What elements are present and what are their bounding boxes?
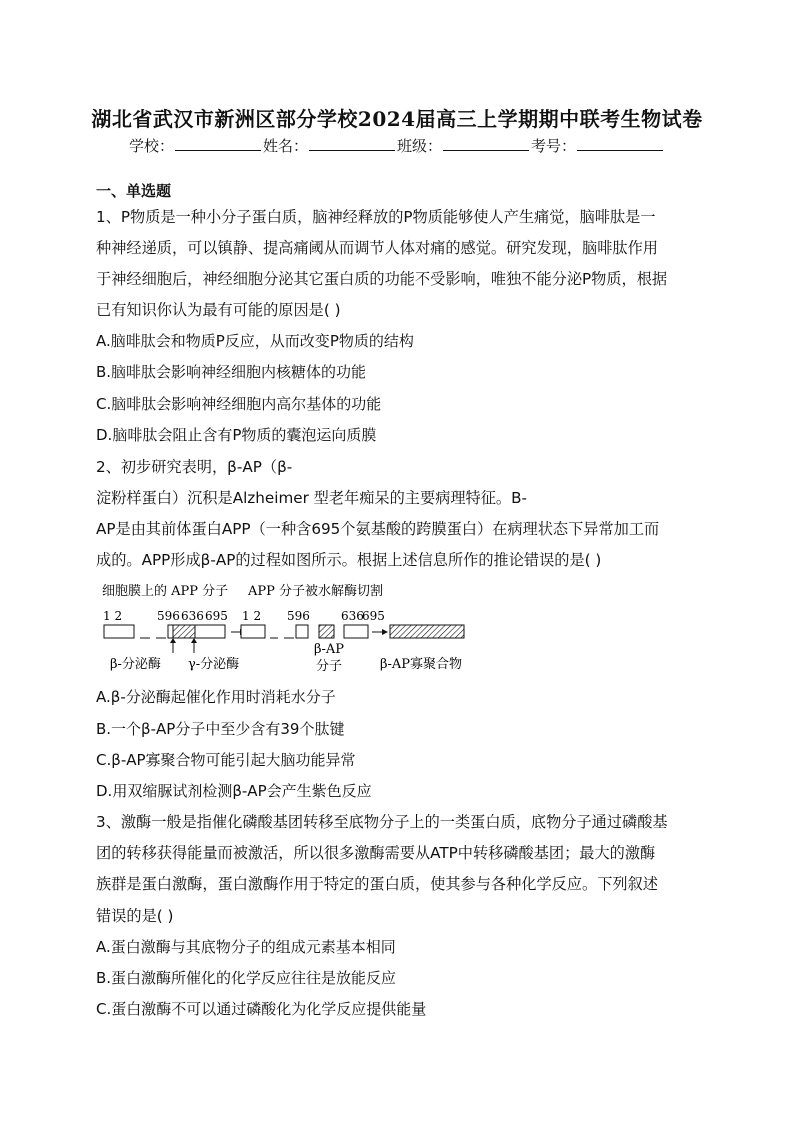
arrowhead-icon (382, 629, 388, 635)
app-segment-beta-ap (173, 625, 195, 638)
app-segment-c (195, 625, 225, 638)
q1-option-c: C.脑啡肽会影响神经细胞内高尔基体的功能 (96, 395, 382, 413)
q2-option-c: C.β-AP寡聚合物可能引起大脑功能异常 (96, 751, 356, 769)
q3-line: 族群是蛋白激酶，蛋白激酶作用于特定的蛋白质，使其参与各种化学反应。下列叙述 (96, 875, 658, 893)
q3-option-c: C.蛋白激酶不可以通过磷酸化为化学反应提供能量 (96, 1000, 427, 1018)
q3-line: 错误的是( ) (96, 907, 174, 925)
num-1-2-b: 1 2 (242, 609, 262, 623)
arrowhead-icon (170, 638, 176, 643)
num-695-b: 695 (362, 609, 385, 623)
exam-no-blank[interactable] (577, 136, 663, 151)
q1-line: 已有知识你认为最有可能的原因是( ) (96, 301, 341, 319)
app-cleavage-diagram (96, 578, 476, 678)
label-app-cleaved: APP 分子被水解酶切割 (248, 584, 384, 599)
label-beta-ap: β-AP (314, 642, 345, 657)
q2-line: AP是由其前体蛋白APP（一种含695个氨基酸的跨膜蛋白）在病理状态下异常加工而 (96, 520, 660, 538)
num-636-a: 636 (181, 609, 204, 623)
q1-line: 种神经递质，可以镇静、提高痛阈从而调节人体对痛的感觉。研究发现，脑啡肽作用 (96, 239, 658, 257)
student-info-row (0, 135, 794, 156)
section-heading: 一、单选题 (96, 182, 172, 200)
num-596-b: 596 (287, 609, 310, 623)
app-segment-n (104, 625, 134, 638)
beta-ap-aggregate (390, 625, 464, 638)
q3-option-a: A.蛋白激酶与其底物分子的组成元素基本相同 (96, 938, 396, 956)
q1-line: 于神经细胞后，神经细胞分泌其它蛋白质的功能不受影响，唯独不能分泌P物质，根据 (96, 270, 668, 288)
label-molecule: 分子 (316, 659, 343, 674)
class-blank[interactable] (443, 136, 529, 151)
q1-option-a: A.脑啡肽会和物质P反应，从而改变P物质的结构 (96, 332, 414, 350)
label-gamma-enzyme: γ-分泌酶 (188, 657, 240, 672)
class-label: 班级： (397, 137, 443, 155)
q3-option-b: B.蛋白激酶所催化的化学反应往往是放能反应 (96, 969, 397, 987)
label-beta-enzyme: β-分泌酶 (110, 657, 161, 672)
school-blank[interactable] (175, 136, 261, 151)
fragment-n (241, 625, 265, 638)
num-596-a: 596 (157, 609, 180, 623)
app-segment-596 (168, 625, 173, 638)
q2-option-a: A.β-分泌酶起催化作用时消耗水分子 (96, 688, 336, 706)
q3-line: 团的转移获得能量而被激活，所以很多激酶需要从ATP中转移磷酸基团；最大的激酶 (96, 844, 656, 862)
q2-line: 成的。APP形成β-AP的过程如图所示。根据上述信息所作的推论错误的是( ) (96, 551, 602, 569)
label-aggregate: β-AP寡聚合物 (380, 657, 463, 672)
name-label: 姓名： (262, 137, 308, 155)
beta-ap-molecule (319, 625, 334, 638)
q2-option-b: B.一个β-AP分子中至少含有39个肽键 (96, 720, 345, 738)
q2-line: 淀粉样蛋白）沉积是Alzheimer 型老年痴呆的主要病理特征。B- (96, 489, 528, 507)
num-695-a: 695 (205, 609, 228, 623)
q1-option-b: B.脑啡肽会影响神经细胞内核糖体的功能 (96, 363, 367, 381)
exam-title: 湖北省武汉市新洲区部分学校2024届高三上学期期中联考生物试卷 (91, 107, 703, 131)
q1-option-d: D.脑啡肽会阻止含有P物质的囊泡运向质膜 (96, 426, 377, 444)
fragment-c (344, 625, 368, 638)
num-636-b: 636 (341, 609, 364, 623)
num-1-2-a: 1 2 (103, 609, 123, 623)
school-label: 学校： (128, 137, 174, 155)
label-app-membrane: 细胞膜上的 APP 分子 (102, 584, 229, 599)
arrowhead-icon (191, 638, 197, 643)
name-blank[interactable] (309, 136, 395, 151)
fragment-596 (296, 625, 308, 638)
q3-line: 3、激酶一般是指催化磷酸基团转移至底物分子上的一类蛋白质，底物分子通过磷酸基 (96, 813, 668, 831)
q2-option-d: D.用双缩脲试剂检测β-AP会产生紫色反应 (96, 782, 372, 800)
q2-line: 2、初步研究表明，β-AP（β- (96, 458, 293, 476)
q1-line: 1、P物质是一种小分子蛋白质，脑神经释放的P物质能够使人产生痛觉，脑啡肽是一 (96, 208, 656, 226)
exam-no-label: 考号： (531, 137, 577, 155)
